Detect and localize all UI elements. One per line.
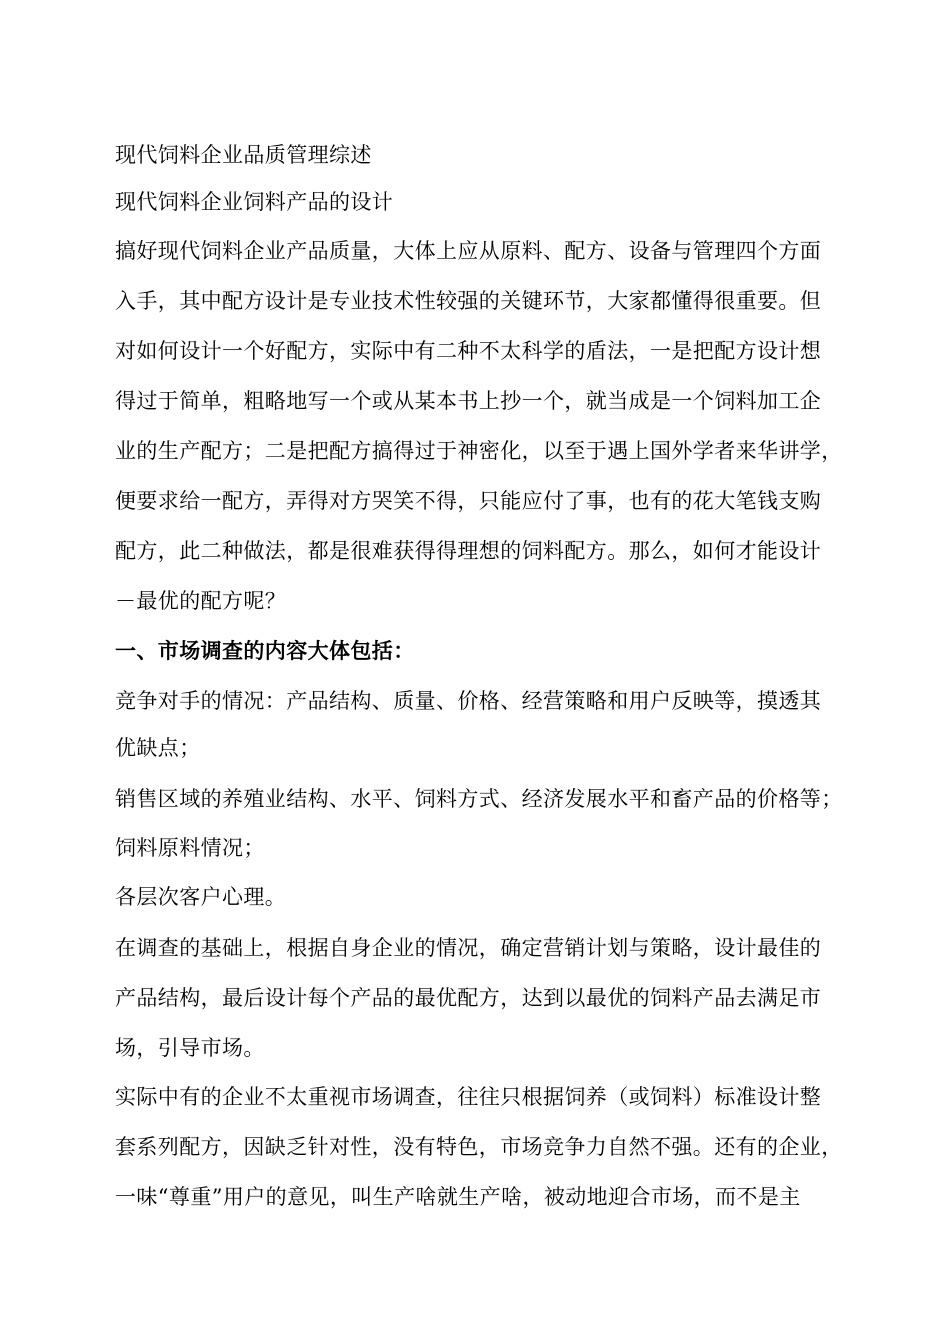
intro-line: 得过于简单，粗略地写一个或从某本书上抄一个，就当成是一个饲料加工企 [115,389,822,413]
body-line: 实际中有的企业不太重视市场调查，往往只根据饲养（或饲料）标准设计整 [115,1085,822,1109]
intro-line: 对如何设计一个好配方，实际中有二种不太科学的盾法，一是把配方设计想 [115,339,822,363]
body-line: 场，引导市场。 [115,1036,265,1060]
body-line: 套系列配方，因缺乏针对性，没有特色，市场竞争力自然不强。还有的企业， [115,1135,843,1159]
intro-line: 搞好现代饲料企业产品质量，大体上应从原料、配方、设备与管理四个方面 [115,239,822,263]
intro-line: 入手，其中配方设计是专业技术性较强的关键环节，大家都懂得很重要。但 [115,289,822,313]
document-title: 现代饲料企业品质管理综述 [115,143,372,167]
intro-line: 配方，此二种做法，都是很难获得得理想的饲料配方。那么，如何才能设计 [115,539,822,563]
body-line: 销售区域的养殖业结构、水平、饲料方式、经济发展水平和畜产品的价格等； [115,787,843,811]
body-line: 各层次客户心理。 [115,885,287,909]
body-line: 产品结构，最后设计每个产品的最优配方，达到以最优的饲料产品去满足市 [115,986,822,1010]
intro-line: －最优的配方呢？ [115,589,287,613]
intro-line: 业的生产配方；二是把配方搞得过于神密化，以至于遇上国外学者来华讲学， [115,439,843,463]
body-line: 竞争对手的情况：产品结构、质量、价格、经营策略和用户反映等，摸透其 [115,689,822,713]
body-line: 在调查的基础上，根据自身企业的情况，确定营销计划与策略，设计最佳的 [115,936,822,960]
document-subtitle: 现代饲料企业饲料产品的设计 [115,190,394,214]
intro-line: 便要求给一配方，弄得对方哭笑不得，只能应付了事，也有的花大笔钱支购 [115,489,822,513]
body-line: 优缺点； [115,736,201,760]
section-heading: 一、市场调查的内容大体包括： [115,638,415,663]
body-line: 饲料原料情况； [115,836,265,860]
body-line: 一味“尊重”用户的意见，叫生产啥就生产啥，被动地迎合市场，而不是主 [115,1185,801,1209]
